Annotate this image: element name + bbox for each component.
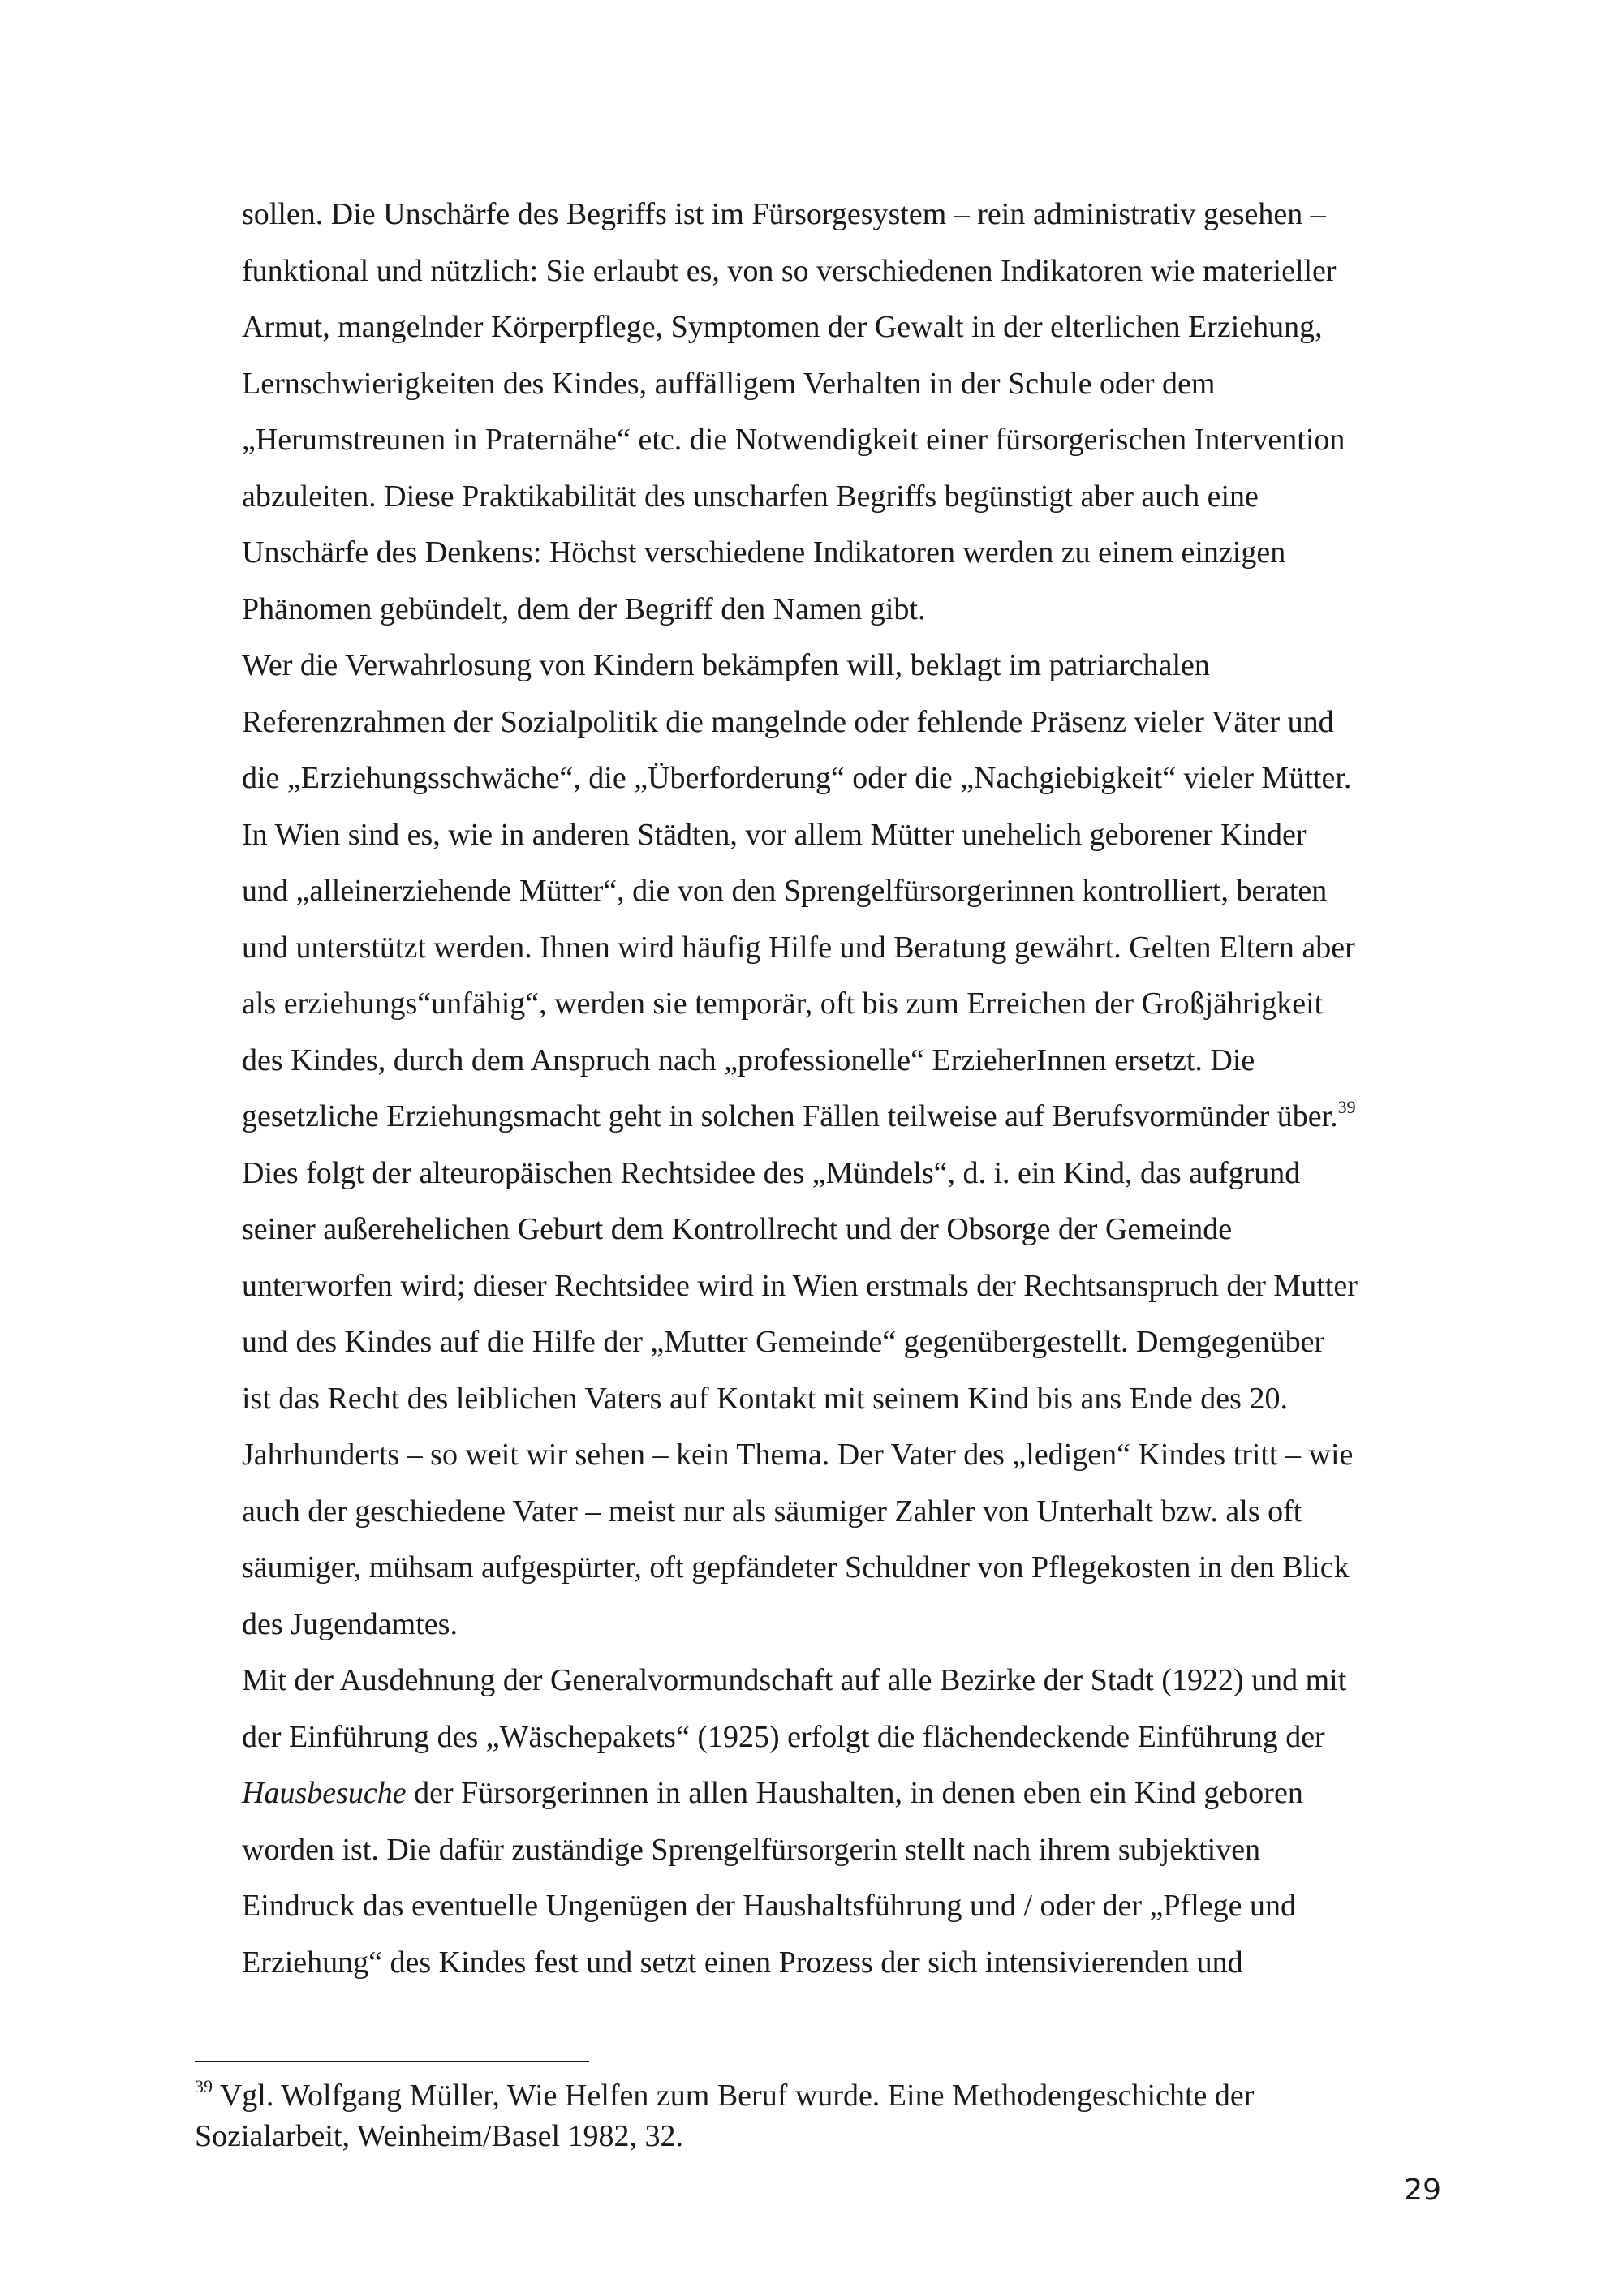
text-line: seiner außerehelichen Geburt dem Kontrollrecht und der Obsorge der Gemeinde <box>242 1212 1233 1246</box>
text-line: ist das Recht des leiblichen Vaters auf Kontakt mit seinem Kind bis ans Ende des 20. <box>242 1381 1288 1416</box>
text-line: Erziehung“ des Kindes fest und setzt einen Prozess der sich intensivierenden und <box>242 1945 1243 1980</box>
text-segment: der Fürsorgerinnen in allen Haushalten, in denen eben ein Kind geboren <box>406 1776 1303 1810</box>
text-line: auch der geschiedene Vater – meist nur als säumiger Zahler von Unterhalt bzw. als oft <box>242 1494 1302 1529</box>
footnote-line: Sozialarbeit, Weinheim/Basel 1982, 32. <box>195 2119 684 2153</box>
text-line: Jahrhunderts – so weit wir sehen – kein Thema. Der Vater des „ledigen“ Kindes tritt – wie <box>242 1438 1354 1472</box>
text-line: säumiger, mühsam aufgespürter, oft gepfändeter Schuldner von Pflegekosten in den Blick <box>242 1550 1350 1584</box>
text-line: sollen. Die Unschärfe des Begriffs ist im Fürsorgesystem – rein administrativ gesehen – <box>242 197 1326 231</box>
text-line: und unterstützt werden. Ihnen wird häufig Hilfe und Beratung gewährt. Gelten Eltern aber <box>242 930 1355 965</box>
text-segment: gesetzliche Erziehungsmacht geht in solchen Fällen teilweise auf Berufsvormünder über. <box>242 1099 1338 1133</box>
text-line: Referenzrahmen der Sozialpolitik die mangelnde oder fehlende Präsenz vieler Väter und <box>242 704 1334 739</box>
text-line: funktional und nützlich: Sie erlaubt es, von so verschiedenen Indikatoren wie materieller <box>242 253 1337 288</box>
text-line-with-footnote-ref <box>242 1089 1443 1146</box>
text-line: Unschärfe des Denkens: Höchst verschiedene Indikatoren werden zu einem einzigen <box>242 535 1286 570</box>
body-text <box>242 187 1443 1991</box>
footnote-text: Vgl. Wolfgang Müller, Wie Helfen zum Beruf wurde. Eine Methodengeschichte der <box>213 2079 1255 2113</box>
text-line: als erziehungs“unfähig“, werden sie temporär, oft bis zum Erreichen der Großjährigkeit <box>242 987 1324 1021</box>
text-line: und „alleinerziehende Mütter“, die von den Sprengelfürsorgerinnen kontrolliert, beraten <box>242 874 1328 908</box>
text-line: Armut, mangelnder Körperpflege, Symptomen der Gewalt in der elterlichen Erziehung, <box>242 310 1323 344</box>
footnote <box>195 2075 1461 2156</box>
footnote-reference[interactable]: 39 <box>1337 1097 1356 1117</box>
text-line: des Kindes, durch dem Anspruch nach „professionelle“ ErzieherInnen ersetzt. Die <box>242 1043 1255 1077</box>
text-line: „Herumstreunen in Praternähe“ etc. die Notwendigkeit einer fürsorgerischen Intervention <box>242 423 1345 457</box>
text-line: worden ist. Die dafür zuständige Sprengelfürsorgerin stellt nach ihrem subjektiven <box>242 1832 1261 1867</box>
text-line: Eindruck das eventuelle Ungenügen der Haushaltsführung und / oder der „Pflege und <box>242 1889 1296 1923</box>
text-line: des Jugendamtes. <box>242 1606 458 1641</box>
text-line: Dies folgt der alteuropäischen Rechtsidee des „Mündels“, d. i. ein Kind, das aufgrund <box>242 1155 1301 1190</box>
text-line: der Einführung des „Wäschepakets“ (1925) erfolgt die flächendeckende Einführung der <box>242 1719 1325 1754</box>
footnote-line <box>195 2075 1461 2116</box>
text-line: Lernschwierigkeiten des Kindes, auffälligem Verhalten in der Schule oder dem <box>242 366 1216 401</box>
text-line: Mit der Ausdehnung der Generalvormundschaft auf alle Bezirke der Stadt (1922) und mit <box>242 1663 1347 1697</box>
italic-term: Hausbesuche <box>242 1776 407 1810</box>
page-number: 29 <box>1404 2173 1441 2207</box>
text-line: abzuleiten. Diese Praktikabilität des unscharfen Begriffs begünstigt aber auch eine <box>242 479 1259 514</box>
text-line: In Wien sind es, wie in anderen Städten, vor allem Mütter unehelich geborener Kinder <box>242 817 1307 852</box>
text-line-with-italic <box>242 1765 1443 1822</box>
text-line: und des Kindes auf die Hilfe der „Mutter Gemeinde“ gegenübergestellt. Demgegenüber <box>242 1325 1325 1359</box>
text-line: die „Erziehungsschwäche“, die „Überforderung“ oder die „Nachgiebigkeit“ vieler Mütter. <box>242 761 1352 795</box>
footnote-separator <box>195 2061 589 2062</box>
footnote-number: 39 <box>195 2076 213 2096</box>
text-line: unterworfen wird; dieser Rechtsidee wird in Wien erstmals der Rechtsanspruch der Mutter <box>242 1268 1358 1303</box>
text-line: Phänomen gebündelt, dem der Begriff den Namen gibt. <box>242 591 926 626</box>
text-line: Wer die Verwahrlosung von Kindern bekämpfen will, beklagt im patriarchalen <box>242 648 1210 682</box>
